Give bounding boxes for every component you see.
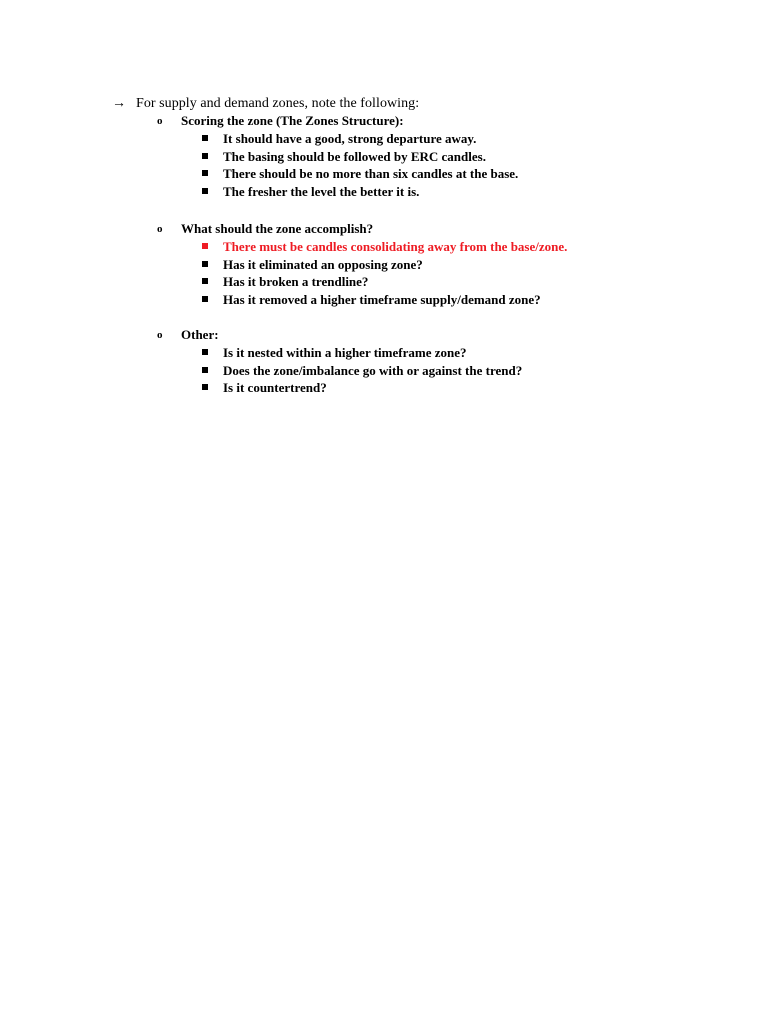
square-bullet-icon	[202, 384, 208, 390]
circle-bullet-icon: o	[157, 115, 163, 127]
list-item-text: Has it broken a trendline?	[223, 274, 369, 289]
square-bullet-icon	[202, 278, 208, 284]
section-heading-text: Other:	[181, 327, 219, 342]
section-other	[157, 326, 522, 397]
list-item-text: Is it countertrend?	[223, 380, 327, 395]
list-item-text: It should have a good, strong departure away.	[223, 131, 477, 146]
list-item-text: Is it nested within a higher timeframe zone?	[223, 345, 467, 360]
intro-line	[112, 94, 419, 114]
list-item	[202, 165, 518, 183]
section-heading	[157, 220, 567, 238]
list-item-text: The basing should be followed by ERC candles.	[223, 148, 486, 164]
list-item	[202, 273, 567, 291]
square-bullet-icon	[202, 170, 208, 176]
section-heading-text: Scoring the zone (The Zones Structure):	[181, 113, 404, 128]
intro-text: For supply and demand zones, note the following:	[136, 96, 420, 111]
list-item	[202, 183, 518, 201]
list-item	[202, 256, 567, 274]
section-heading-text: What should the zone accomplish?	[181, 221, 374, 236]
list-item	[202, 362, 522, 380]
list-item	[202, 148, 518, 166]
list-item	[202, 130, 518, 148]
list-item-text: There should be no more than six candles at the base.	[223, 166, 519, 181]
section-accomplish	[157, 220, 567, 308]
list-item-text: Has it eliminated an opposing zone?	[223, 256, 423, 272]
section-scoring	[157, 112, 518, 200]
square-bullet-icon	[202, 243, 208, 249]
right-arrow-icon: →	[112, 96, 126, 111]
square-bullet-icon	[202, 261, 208, 267]
list-item-text: Does the zone/imbalance go with or against the trend?	[223, 362, 523, 378]
list-item	[202, 379, 522, 397]
circle-bullet-icon: o	[157, 223, 163, 235]
section-heading	[157, 112, 518, 130]
item-list	[157, 344, 522, 397]
item-list	[157, 130, 518, 200]
square-bullet-icon	[202, 296, 208, 302]
list-item	[202, 344, 522, 362]
square-bullet-icon	[202, 153, 208, 159]
list-item	[202, 291, 567, 309]
square-bullet-icon	[202, 135, 208, 141]
list-item-text: The fresher the level the better it is.	[223, 183, 420, 199]
list-item-text: Has it removed a higher timeframe supply/demand zone?	[223, 291, 541, 307]
square-bullet-icon	[202, 349, 208, 355]
list-item-highlighted	[202, 238, 567, 256]
item-list	[157, 238, 567, 308]
section-heading	[157, 326, 522, 344]
circle-bullet-icon: o	[157, 329, 163, 341]
list-item-text: There must be candles consolidating away from the base/zone.	[223, 239, 568, 254]
square-bullet-icon	[202, 367, 208, 373]
square-bullet-icon	[202, 188, 208, 194]
